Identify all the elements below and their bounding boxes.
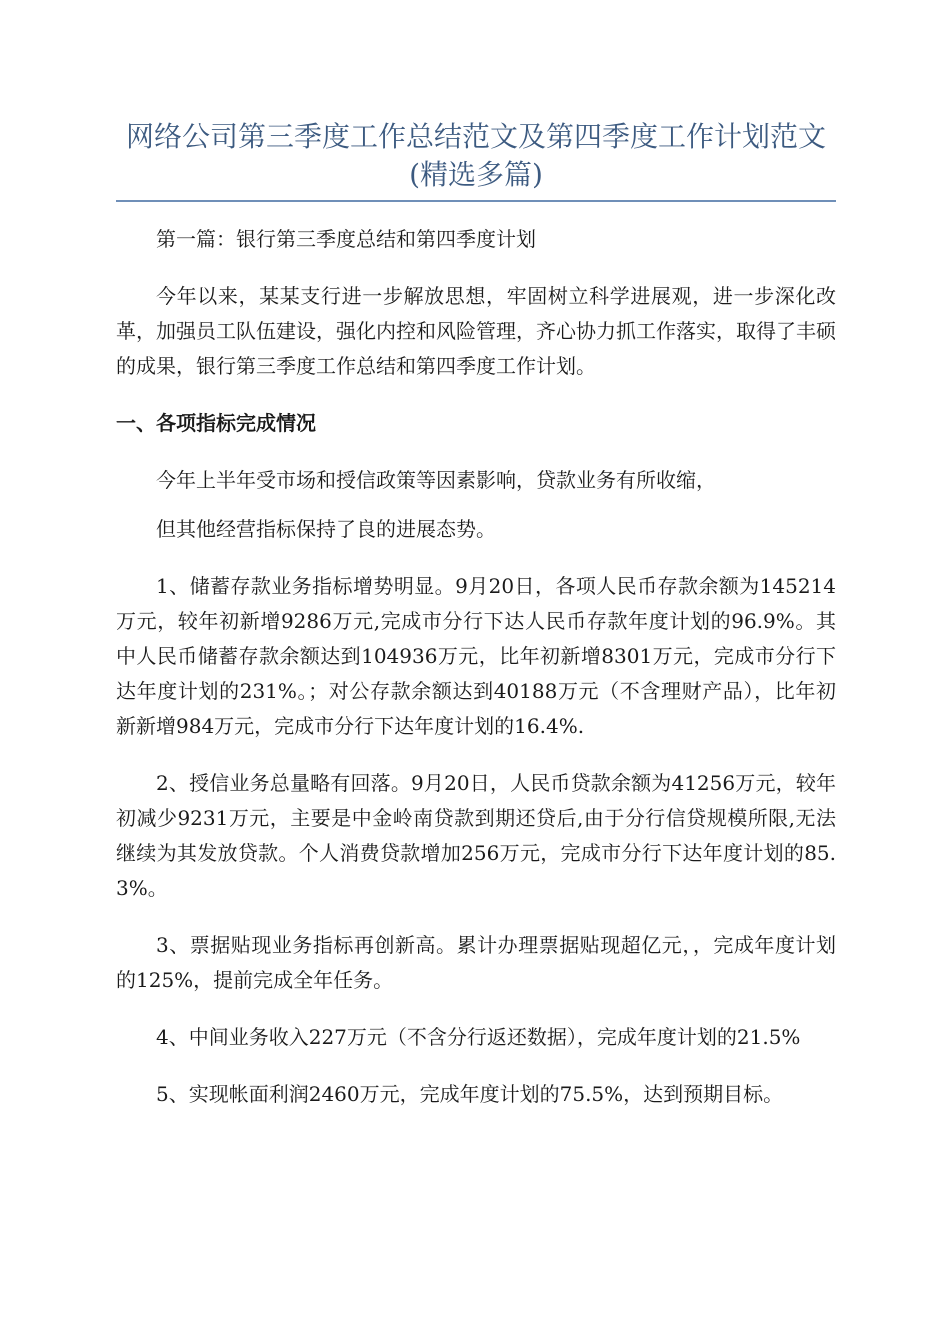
- document-title: 网络公司第三季度工作总结范文及第四季度工作计划范文(精选多篇): [125, 120, 826, 191]
- section-paragraph-2: 但其他经营指标保持了良的进展态势。: [156, 517, 496, 541]
- item-paragraph-5: 5、实现帐面利润2460万元，完成年度计划的75.5%，达到预期目标。: [156, 1082, 784, 1106]
- section-paragraph-1: 今年上半年受市场和授信政策等因素影响，贷款业务有所收缩，: [156, 468, 716, 492]
- document-body: [116, 222, 836, 1112]
- document-page: [116, 0, 836, 1134]
- item-paragraph-1: 1、储蓄存款业务指标增势明显。9月20日，各项人民币存款余额为145214万元，较年初新增9286万元,完成市分行下达人民币存款年度计划的96.9%。其中人民币储蓄存款余额达到104936万元，比年初新增8301万元，完成市分行下达年度计划的231%。；对公存款余额达到40188万元（不含理财产品），比年初新新增984万元，完成市分行下达年度计划的16.4%.: [116, 574, 836, 738]
- subtitle-paragraph: 第一篇：银行第三季度总结和第四季度计划: [156, 227, 536, 251]
- item-paragraph-4: 4、中间业务收入227万元（不含分行返还数据），完成年度计划的21.5%: [156, 1025, 801, 1049]
- item-paragraph-2: 2、授信业务总量略有回落。9月20日，人民币贷款余额为41256万元，较年初减少9231万元，主要是中金岭南贷款到期还贷后,由于分行信贷规模所限,无法继续为其发放贷款。个人消费贷款增加256万元，完成市分行下达年度计划的85.3%。: [116, 771, 836, 900]
- section-heading: 一、各项指标完成情况: [116, 411, 316, 435]
- item-paragraph-3: 3、票据贴现业务指标再创新高。累计办理票据贴现超亿元，，完成年度计划的125%，提前完成全年任务。: [116, 933, 836, 992]
- intro-paragraph: 今年以来，某某支行进一步解放思想，牢固树立科学进展观，进一步深化改革，加强员工队伍建设，强化内控和风险管理，齐心协力抓工作落实，取得了丰硕的成果，银行第三季度工作总结和第四季度工作计划。: [116, 284, 836, 378]
- title-underline: [116, 200, 836, 202]
